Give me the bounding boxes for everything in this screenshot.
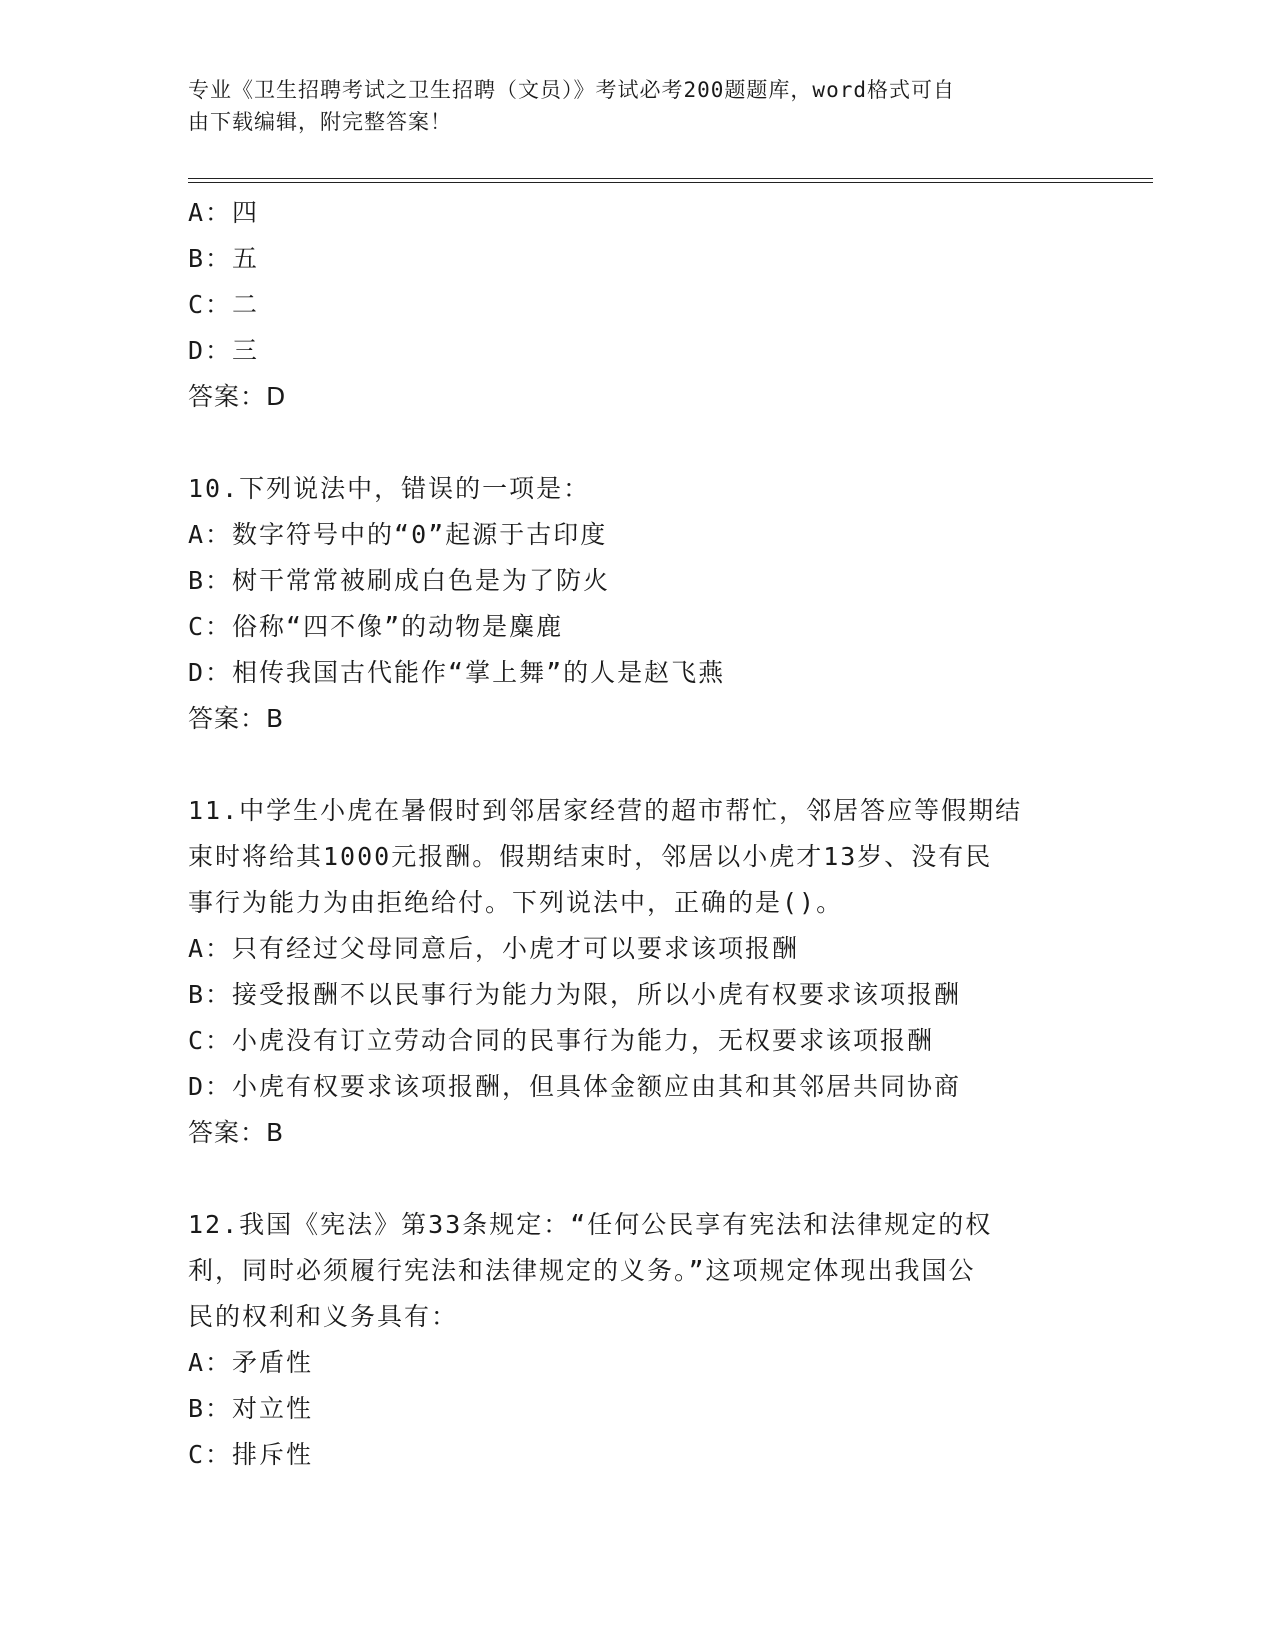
option-a: A：矛盾性 [188, 1348, 314, 1377]
document-header [188, 74, 1068, 138]
question-stem: 束时将给其1000元报酬。假期结束时，邻居以小虎才13岁、没有民 [188, 842, 993, 871]
question-10 [188, 466, 1088, 742]
option-b: B：接受报酬不以民事行为能力为限，所以小虎有权要求该项报酬 [188, 980, 962, 1009]
question-stem: 11.中学生小虎在暑假时到邻居家经营的超市帮忙，邻居答应等假期结 [188, 796, 1023, 825]
question-12 [188, 1202, 1088, 1478]
option-d: D：三 [188, 336, 260, 365]
answer: 答案：D [188, 382, 287, 411]
option-b: B：五 [188, 244, 260, 273]
header-line-2: 由下载编辑，附完整答案！ [188, 110, 452, 134]
option-d: D：相传我国古代能作“掌上舞”的人是赵飞燕 [188, 658, 726, 687]
question-9 [188, 190, 1088, 420]
question-stem: 12.我国《宪法》第33条规定：“任何公民享有宪法和法律规定的权 [188, 1210, 993, 1239]
answer: 答案：B [188, 704, 285, 733]
option-b: B：对立性 [188, 1394, 314, 1423]
question-11 [188, 788, 1088, 1156]
question-stem: 利，同时必须履行宪法和法律规定的义务。”这项规定体现出我国公 [188, 1256, 976, 1285]
option-d: D：小虎有权要求该项报酬，但具体金额应由其和其邻居共同协商 [188, 1072, 962, 1101]
option-b: B：树干常常被刷成白色是为了防火 [188, 566, 611, 595]
header-divider [188, 178, 1153, 183]
question-stem: 民的权利和义务具有： [188, 1302, 459, 1331]
question-list [188, 190, 1088, 1478]
option-a: A：只有经过父母同意后，小虎才可以要求该项报酬 [188, 934, 800, 963]
header-line-1: 专业《卫生招聘考试之卫生招聘（文员）》考试必考200题题库，word格式可自 [188, 78, 955, 102]
spacer [188, 742, 1088, 788]
option-a: A：四 [188, 198, 260, 227]
option-c: C：二 [188, 290, 260, 319]
question-stem: 事行为能力为由拒绝给付。下列说法中，正确的是()。 [188, 888, 844, 917]
option-c: C：俗称“四不像”的动物是麋鹿 [188, 612, 564, 641]
spacer [188, 1156, 1088, 1202]
question-stem: 10.下列说法中，错误的一项是： [188, 474, 591, 503]
spacer [188, 420, 1088, 466]
answer: 答案：B [188, 1118, 285, 1147]
option-c: C：小虎没有订立劳动合同的民事行为能力，无权要求该项报酬 [188, 1026, 935, 1055]
option-a: A：数字符号中的“0”起源于古印度 [188, 520, 608, 549]
option-c: C：排斥性 [188, 1440, 314, 1469]
